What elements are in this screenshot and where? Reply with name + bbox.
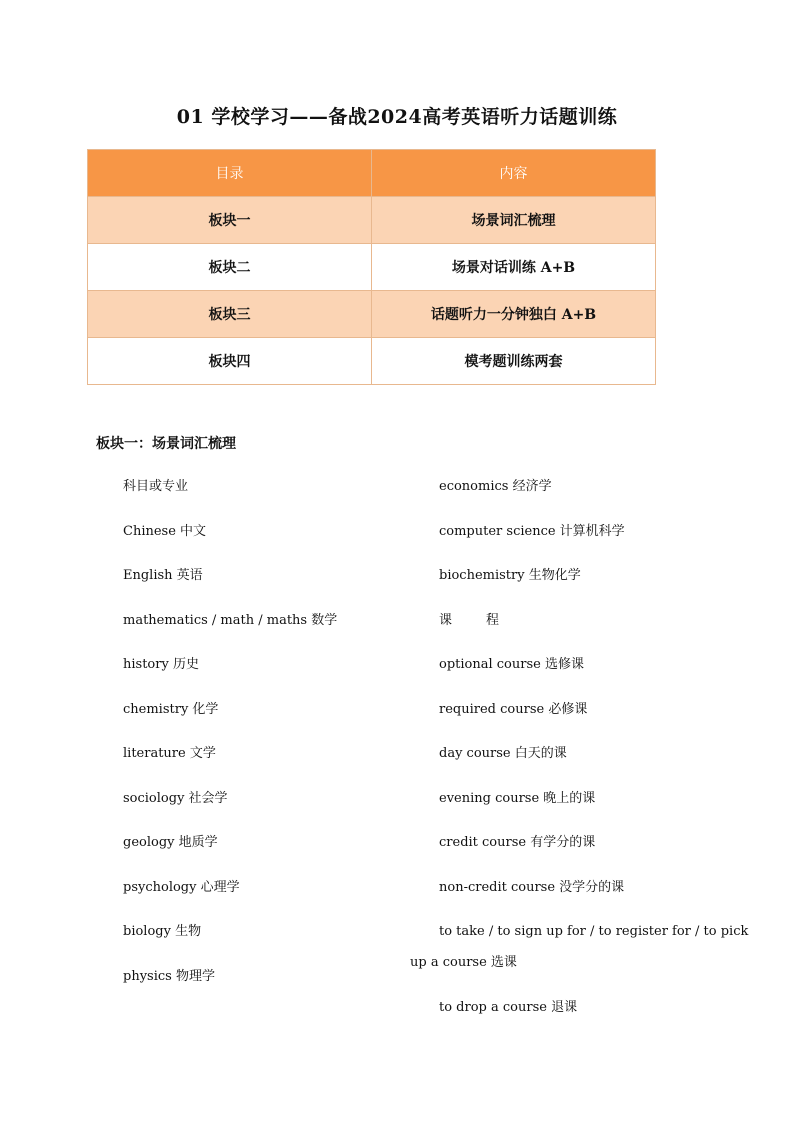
list-item: to drop a course 退课: [439, 1000, 578, 1015]
table-header-cell: 目录: [88, 150, 372, 197]
table-row: [88, 338, 656, 385]
table-header-row: [88, 150, 656, 197]
list-item: physics 物理学: [123, 968, 215, 984]
table-row: [88, 197, 656, 244]
list-item: credit course 有学分的课: [439, 835, 596, 850]
table-cell: 板块二: [88, 244, 372, 291]
subheading-char: 课: [439, 612, 453, 628]
list-item-line: up a course 选课: [410, 955, 517, 970]
table-cell: 场景词汇梳理: [372, 197, 656, 244]
table-row: [88, 244, 656, 291]
list-item: optional course 选修课: [439, 657, 584, 672]
table-cell: 话题听力一分钟独白 A+B: [372, 291, 656, 338]
table-cell: 板块一: [88, 197, 372, 244]
list-item: English 英语: [123, 568, 203, 583]
table-cell: 场景对话训练 A+B: [372, 244, 656, 291]
table-row: [88, 291, 656, 338]
vocab-list-right: [410, 479, 749, 1045]
list-item: history 历史: [123, 657, 199, 672]
list-item: psychology 心理学: [123, 879, 240, 895]
list-item: evening course 晚上的课: [439, 790, 596, 806]
list-item: required course 必修课: [439, 701, 588, 717]
list-item: chemistry 化学: [123, 701, 219, 717]
table-cell: 板块三: [88, 291, 372, 338]
table-header-cell: 内容: [372, 150, 656, 197]
list-item: non-credit course 没学分的课: [439, 879, 625, 895]
contents-table: [87, 149, 656, 385]
list-item: geology 地质学: [123, 835, 218, 850]
list-item: 科目或专业: [123, 479, 189, 494]
list-item: Chinese 中文: [123, 523, 207, 539]
list-item: sociology 社会学: [123, 790, 228, 806]
list-item: biochemistry 生物化学: [439, 568, 581, 583]
table-cell: 模考题训练两套: [372, 338, 656, 385]
vocab-list-left: [123, 479, 337, 1013]
list-item-subheading: [439, 613, 748, 658]
section-heading: 板块一：场景词汇梳理: [96, 436, 236, 452]
list-item: economics 经济学: [439, 479, 552, 494]
list-item: mathematics / math / maths 数学: [123, 612, 338, 628]
subheading-char: 程: [486, 612, 500, 628]
list-item: day course 白天的课: [439, 746, 567, 761]
table-cell: 板块四: [88, 338, 372, 385]
list-item-line: to take / to sign up for / to register for / to pick: [439, 924, 749, 939]
list-item: biology 生物: [123, 924, 202, 939]
list-item: literature 文学: [123, 746, 216, 761]
list-item: computer science 计算机科学: [439, 523, 625, 539]
page-title: 01 学校学习——备战2024高考英语听力话题训练: [176, 106, 618, 128]
list-item: [410, 924, 749, 1000]
